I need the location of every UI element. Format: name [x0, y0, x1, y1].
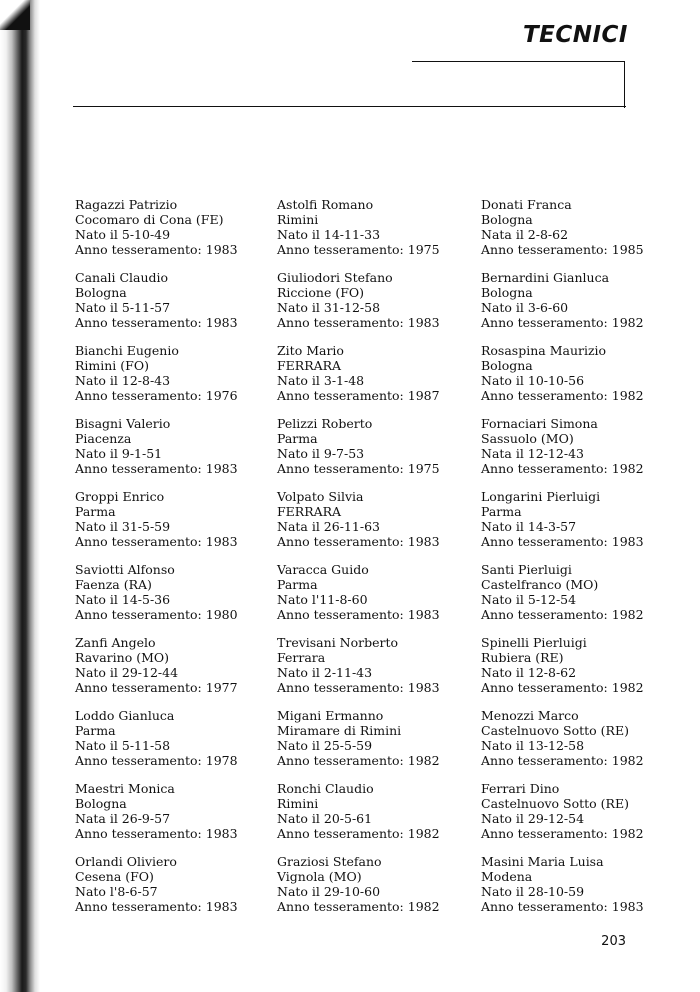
coach-birthdate: Nato il 29-10-60	[277, 883, 381, 899]
coach-birthplace: Piacenza	[75, 430, 132, 446]
section-title: TECNICI	[522, 22, 628, 48]
coach-birthplace: Modena	[481, 869, 533, 885]
coach-name: Pelizzi Roberto	[277, 416, 373, 432]
coach-entry	[277, 782, 477, 842]
coach-entry	[481, 563, 681, 623]
coach-birthdate: Nato il 12-8-43	[75, 372, 171, 388]
coach-registration-year: Anno tesseramento: 1983	[75, 460, 238, 476]
coach-registration-year: Anno tesseramento: 1976	[75, 387, 238, 403]
coach-birthdate: Nato il 20-5-61	[277, 810, 373, 826]
coach-birthdate: Nato il 25-5-59	[277, 737, 373, 753]
coach-entry	[75, 490, 275, 550]
coach-birthdate: Nata il 2-8-62	[481, 226, 569, 242]
coach-entry	[75, 563, 275, 623]
coach-birthplace: Bologna	[481, 284, 533, 300]
coach-birthplace: Rimini (FO)	[75, 357, 149, 373]
coach-entry	[481, 198, 681, 258]
coach-registration-year: Anno tesseramento: 1982	[481, 606, 644, 622]
coach-name: Varacca Guido	[277, 562, 369, 578]
coach-entry	[481, 782, 681, 842]
coach-name: Giuliodori Stefano	[277, 270, 393, 286]
column-right	[481, 198, 681, 928]
coach-name: Menozzi Marco	[481, 708, 579, 724]
coach-name: Groppi Enrico	[75, 489, 165, 505]
coach-birthdate: Nato il 14-5-36	[75, 591, 171, 607]
coach-registration-year: Anno tesseramento: 1977	[75, 679, 238, 695]
coach-birthplace: Bologna	[481, 211, 533, 227]
coach-birthdate: Nato il 31-5-59	[75, 518, 171, 534]
coach-entry	[481, 709, 681, 769]
coach-name: Bernardini Gianluca	[481, 270, 610, 286]
coach-name: Masini Maria Luisa	[481, 854, 604, 870]
coach-entry	[75, 855, 275, 915]
page-corner-shadow	[0, 0, 30, 30]
coach-birthdate: Nato l'11-8-60	[277, 591, 368, 607]
coach-birthdate: Nata il 26-9-57	[75, 810, 171, 826]
coach-entry	[277, 855, 477, 915]
coach-registration-year: Anno tesseramento: 1982	[277, 752, 440, 768]
coach-birthplace: Cocomaro di Cona (FE)	[75, 211, 224, 227]
coach-birthdate: Nato il 9-7-53	[277, 445, 365, 461]
coach-birthplace: Bologna	[481, 357, 533, 373]
coach-entry	[481, 855, 681, 915]
coach-name: Ronchi Claudio	[277, 781, 374, 797]
coach-registration-year: Anno tesseramento: 1978	[75, 752, 238, 768]
coach-birthdate: Nato il 31-12-58	[277, 299, 381, 315]
coach-birthplace: Ferrara	[277, 650, 326, 665]
coach-birthplace: Rubiera (RE)	[481, 650, 564, 665]
coach-name: Volpato Silvia	[277, 489, 364, 505]
coach-registration-year: Anno tesseramento: 1982	[481, 314, 644, 330]
coach-name: Zito Mario	[277, 343, 344, 359]
coach-entry	[75, 271, 275, 331]
coach-registration-year: Anno tesseramento: 1980	[75, 606, 238, 622]
coach-birthplace: Castelnuovo Sotto (RE)	[481, 796, 629, 812]
coach-birthplace: Vignola (MO)	[277, 869, 362, 885]
coach-name: Fornaciari Simona	[481, 416, 598, 432]
coach-entry	[75, 344, 275, 404]
coach-registration-year: Anno tesseramento: 1983	[277, 679, 440, 695]
coach-birthplace: Rimini	[277, 211, 319, 227]
coach-birthdate: Nato il 12-8-62	[481, 664, 577, 680]
coach-registration-year: Anno tesseramento: 1983	[75, 533, 238, 549]
coach-birthplace: Parma	[277, 576, 318, 592]
coach-name: Ferrari Dino	[481, 781, 560, 797]
coach-name: Canali Claudio	[75, 270, 169, 286]
coach-registration-year: Anno tesseramento: 1983	[75, 898, 238, 914]
coach-registration-year: Anno tesseramento: 1987	[277, 387, 440, 403]
coach-registration-year: Anno tesseramento: 1983	[481, 898, 644, 914]
coach-entry	[277, 636, 477, 696]
coach-registration-year: Anno tesseramento: 1982	[481, 460, 644, 476]
coach-birthdate: Nato il 3-1-48	[277, 372, 365, 388]
coach-registration-year: Anno tesseramento: 1982	[481, 825, 644, 841]
book-spine-shadow	[0, 0, 40, 992]
coach-birthplace: Castelfranco (MO)	[481, 576, 599, 592]
coach-birthplace: Ravarino (MO)	[75, 650, 169, 665]
coach-registration-year: Anno tesseramento: 1975	[277, 241, 440, 257]
coach-name: Saviotti Alfonso	[75, 562, 175, 578]
header-frame	[412, 61, 625, 108]
coach-entry	[75, 636, 275, 696]
coach-entry	[75, 709, 275, 769]
coach-registration-year: Anno tesseramento: 1983	[75, 825, 238, 841]
coach-entry	[277, 271, 477, 331]
coach-entry	[481, 417, 681, 477]
coach-entry	[277, 344, 477, 404]
coach-birthdate: Nato l'8-6-57	[75, 883, 158, 899]
coach-birthplace: Sassuolo (MO)	[481, 430, 574, 446]
coach-registration-year: Anno tesseramento: 1975	[277, 460, 440, 476]
coach-entry	[277, 490, 477, 550]
coach-birthdate: Nato il 9-1-51	[75, 445, 163, 461]
coach-entry	[75, 198, 275, 258]
coach-registration-year: Anno tesseramento: 1985	[481, 241, 644, 257]
coach-entry	[75, 782, 275, 842]
coach-birthdate: Nato il 14-11-33	[277, 226, 381, 242]
coach-birthdate: Nato il 5-11-58	[75, 737, 171, 753]
coach-registration-year: Anno tesseramento: 1982	[481, 679, 644, 695]
coach-birthplace: Parma	[277, 430, 318, 446]
coach-name: Rosaspina Maurizio	[481, 343, 607, 359]
coach-birthdate: Nata il 12-12-43	[481, 445, 584, 461]
coach-registration-year: Anno tesseramento: 1982	[277, 898, 440, 914]
coach-birthdate: Nato il 3-6-60	[481, 299, 569, 315]
coach-entry	[481, 344, 681, 404]
coach-registration-year: Anno tesseramento: 1983	[481, 533, 644, 549]
coach-name: Santi Pierluigi	[481, 562, 572, 578]
header-rule	[73, 106, 626, 107]
coach-birthplace: Bologna	[75, 284, 127, 300]
coach-birthplace: Miramare di Rimini	[277, 723, 402, 739]
coach-birthplace: Parma	[75, 723, 116, 739]
coach-registration-year: Anno tesseramento: 1983	[277, 314, 440, 330]
page-number: 203	[601, 934, 626, 949]
coach-birthplace: Parma	[481, 503, 522, 519]
column-middle	[277, 198, 477, 928]
coach-birthplace: Castelnuovo Sotto (RE)	[481, 723, 629, 739]
coach-name: Zanfi Angelo	[75, 635, 156, 651]
coach-birthdate: Nato il 5-12-54	[481, 591, 577, 607]
coach-entry	[277, 417, 477, 477]
coach-name: Graziosi Stefano	[277, 854, 382, 870]
coach-entry	[277, 198, 477, 258]
coach-registration-year: Anno tesseramento: 1982	[481, 752, 644, 768]
coach-birthplace: Parma	[75, 503, 116, 519]
coach-birthdate: Nato il 28-10-59	[481, 883, 585, 899]
coach-name: Bianchi Eugenio	[75, 343, 179, 359]
coach-name: Ragazzi Patrizio	[75, 197, 178, 212]
coach-birthplace: Rimini	[277, 796, 319, 812]
coach-birthdate: Nato il 13-12-58	[481, 737, 585, 753]
coach-registration-year: Anno tesseramento: 1983	[277, 533, 440, 549]
coach-entry	[481, 636, 681, 696]
coach-birthdate: Nato il 5-11-57	[75, 299, 171, 315]
coach-entry	[277, 563, 477, 623]
coach-name: Loddo Gianluca	[75, 708, 175, 724]
coach-name: Spinelli Pierluigi	[481, 635, 587, 651]
coach-birthdate: Nato il 5-10-49	[75, 226, 171, 242]
coach-birthdate: Nato il 2-11-43	[277, 664, 373, 680]
coach-birthplace: Cesena (FO)	[75, 869, 154, 885]
coach-name: Trevisani Norberto	[277, 635, 399, 651]
coach-birthdate: Nato il 29-12-54	[481, 810, 585, 826]
coach-name: Bisagni Valerio	[75, 416, 171, 432]
coach-entry	[481, 490, 681, 550]
coach-birthdate: Nata il 26-11-63	[277, 518, 380, 534]
coach-registration-year: Anno tesseramento: 1983	[75, 314, 238, 330]
coach-name: Maestri Monica	[75, 781, 175, 797]
coach-name: Orlandi Oliviero	[75, 854, 177, 870]
coach-birthplace: Faenza (RA)	[75, 576, 152, 592]
coach-birthdate: Nato il 29-12-44	[75, 664, 179, 680]
coach-registration-year: Anno tesseramento: 1983	[277, 606, 440, 622]
coach-entry	[277, 709, 477, 769]
coach-birthplace: FERRARA	[277, 503, 342, 519]
coach-birthplace: Bologna	[75, 796, 127, 812]
coach-birthdate: Nato il 14-3-57	[481, 518, 577, 534]
coach-birthplace: Riccione (FO)	[277, 284, 365, 300]
coach-name: Donati Franca	[481, 197, 572, 212]
coach-entry	[75, 417, 275, 477]
coach-registration-year: Anno tesseramento: 1982	[481, 387, 644, 403]
coach-name: Longarini Pierluigi	[481, 489, 601, 505]
coach-registration-year: Anno tesseramento: 1982	[277, 825, 440, 841]
coach-name: Astolfi Romano	[277, 197, 374, 212]
coach-entry	[481, 271, 681, 331]
coach-birthdate: Nato il 10-10-56	[481, 372, 585, 388]
coach-birthplace: FERRARA	[277, 357, 342, 373]
column-left	[75, 198, 275, 928]
coach-name: Migani Ermanno	[277, 708, 384, 724]
coach-registration-year: Anno tesseramento: 1983	[75, 241, 238, 257]
